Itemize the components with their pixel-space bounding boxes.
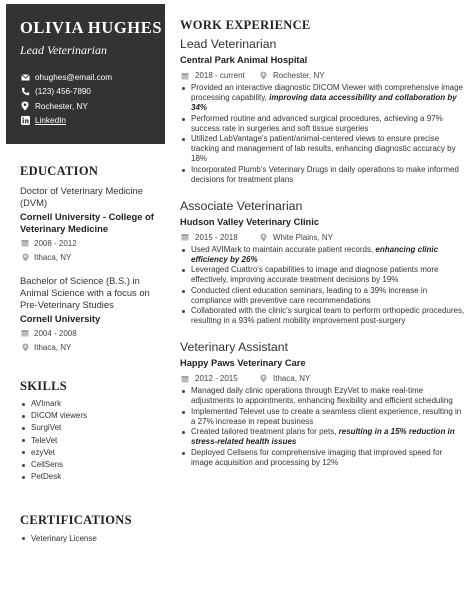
list-item — [20, 422, 165, 434]
bullet-text — [191, 407, 466, 427]
bullet-text — [191, 286, 466, 306]
experience-heading: WORK EXPERIENCE — [180, 18, 311, 32]
skill-label: CellSens — [31, 460, 64, 470]
job-location-text: White Plains, NY — [273, 232, 334, 242]
sidebar-body — [6, 164, 165, 543]
location-pin-icon — [258, 71, 268, 81]
education-entry — [20, 275, 165, 353]
certifications-list — [20, 534, 165, 543]
bullet-highlight: improving data accessibility and collaboration by 34% — [191, 93, 457, 112]
contact-list — [20, 70, 165, 128]
location-pin-icon — [20, 342, 30, 352]
skill-label: TeleVet — [31, 435, 58, 445]
location-text: Rochester, NY — [35, 101, 88, 111]
job-company: Happy Paws Veterinary Care — [180, 358, 306, 368]
bullet-dot — [182, 249, 185, 252]
header-block — [6, 4, 165, 144]
job-bullets — [180, 245, 466, 327]
bullet-dot — [22, 427, 25, 430]
list-item — [180, 306, 466, 326]
bullet-dot — [182, 452, 185, 455]
bullet-plain: Performed routine and advanced surgical procedures, achieving a 97% success rate in surgeries and soft tissue surgeries — [191, 113, 443, 133]
bullet-plain: Leveraged Cuattro's capabilities to image and diagnose patients more effectively, improving accurate treatment decisions by 19% — [191, 265, 439, 284]
bullet-dot — [22, 415, 25, 418]
bullet-text — [191, 448, 466, 468]
candidate-title: Lead Veterinarian — [20, 43, 107, 57]
bullet-dot — [22, 451, 25, 454]
education-degree: Doctor of Veterinary Medicine (DVM) — [20, 185, 143, 208]
education-degree: Bachelor of Science (B.S.) in Animal Science with a focus on Pre-Veterinary Studies — [20, 275, 150, 310]
job-location-text: Rochester, NY — [273, 71, 325, 80]
list-item — [20, 471, 165, 483]
bullet-text — [191, 306, 466, 326]
candidate-name: OLIVIA HUGHES — [20, 18, 163, 37]
skill-label: SurgiVet — [31, 423, 62, 433]
bullet-plain: Deployed Cellsens for comprehensive imaging that improved speed for image acquisition and processing by 12% — [191, 447, 443, 467]
job-bullets — [180, 83, 466, 185]
education-dates-text: 2004 - 2008 — [34, 328, 77, 338]
list-item — [180, 114, 466, 134]
list-item — [180, 286, 466, 306]
bullet-text — [191, 386, 466, 406]
bullet-text — [191, 83, 466, 113]
list-item — [20, 447, 165, 459]
skill-label: PetDesk — [31, 472, 62, 482]
bullet-dot — [22, 537, 25, 540]
list-item — [180, 83, 466, 113]
contact-email — [20, 70, 165, 84]
education-location — [20, 341, 165, 353]
contact-location — [20, 99, 165, 113]
location-pin-icon — [258, 232, 268, 242]
job-dates — [180, 374, 258, 384]
bullet-plain: Collaborated with the clinic's surgical team to perform orthopedic procedures, resulting in a 93% patient mobility improvement post-surgery — [191, 306, 465, 325]
list-item — [20, 398, 165, 410]
job-location — [258, 232, 333, 242]
job-title: Lead Veterinarian — [180, 37, 277, 51]
job-bullets — [180, 386, 466, 468]
education-location-text: Ithaca, NY — [34, 342, 72, 352]
job-entry — [180, 199, 466, 327]
bullet-plain: Incorporated Plumb's Veterinary Drugs in daily operations to make informed decisions for treatment plans — [191, 164, 459, 184]
list-item — [180, 386, 466, 406]
calendar-icon — [20, 238, 30, 248]
list-item — [180, 427, 466, 447]
bullet-highlight: resulting in a 15% reduction in stress-related health issues — [191, 427, 455, 446]
certification-label: Veterinary License — [31, 534, 97, 544]
list-item — [20, 410, 165, 422]
job-location — [258, 374, 310, 384]
skills-list — [20, 398, 165, 483]
job-company: Hudson Valley Veterinary Clinic — [180, 216, 319, 227]
bullet-dot — [182, 138, 185, 141]
education-school: Cornell University - College of Veterinary Medicine — [20, 211, 154, 234]
phone-text: (123) 456-7890 — [35, 87, 91, 96]
calendar-icon — [180, 374, 190, 384]
location-pin-icon — [258, 374, 268, 384]
education-dates — [20, 237, 165, 249]
bullet-dot — [182, 118, 185, 121]
job-dates — [180, 71, 258, 81]
job-dates-text: 2012 - 2015 — [195, 374, 238, 383]
bullet-dot — [182, 87, 185, 90]
education-location — [20, 251, 165, 263]
education-dates-text: 2008 - 2012 — [34, 238, 77, 248]
bullet-dot — [182, 269, 185, 272]
envelope-icon — [20, 72, 30, 82]
list-item — [20, 459, 165, 471]
certifications-heading: CERTIFICATIONS — [20, 513, 132, 528]
bullet-text — [191, 265, 466, 285]
job-dates-text: 2018 - current — [195, 71, 245, 80]
education-dates — [20, 327, 165, 339]
contact-linkedin — [20, 114, 165, 128]
bullet-dot — [22, 476, 25, 479]
location-pin-icon — [20, 252, 30, 262]
bullet-dot — [182, 290, 185, 293]
job-location — [258, 71, 325, 81]
calendar-icon — [180, 232, 190, 242]
bullet-dot — [182, 411, 185, 414]
calendar-icon — [20, 328, 30, 338]
bullet-dot — [22, 439, 25, 442]
bullet-text — [191, 245, 466, 265]
right-column — [180, 18, 466, 468]
job-entry — [180, 37, 466, 185]
job-meta — [180, 373, 466, 384]
location-pin-icon — [20, 101, 30, 111]
bullet-dot — [182, 310, 185, 313]
job-meta — [180, 70, 466, 81]
calendar-icon — [180, 71, 190, 81]
bullet-text — [191, 114, 466, 134]
list-item — [180, 448, 466, 468]
bullet-plain: Conducted client education seminars, leading to a 39% increase in compliance with preventive care recommendations — [191, 285, 428, 305]
bullet-dot — [182, 431, 185, 434]
list-item — [180, 134, 466, 164]
job-company: Central Park Animal Hospital — [180, 55, 308, 65]
phone-icon — [20, 87, 30, 97]
bullet-dot — [22, 464, 25, 467]
education-school: Cornell University — [20, 313, 101, 324]
list-item — [20, 435, 165, 447]
contact-phone — [20, 85, 165, 99]
left-column — [6, 4, 165, 607]
bullet-plain: Created tailored treatment plans for pets, — [191, 427, 339, 436]
education-entry — [20, 185, 165, 263]
list-item — [20, 534, 165, 543]
job-dates-text: 2015 - 2018 — [195, 232, 238, 242]
linkedin-link[interactable]: LinkedIn — [35, 116, 66, 125]
skill-label: AVImark — [31, 399, 62, 408]
bullet-plain: Utilized LabVantage's patient/animal-centered views to ensure precise tracking and management of lab results, enhancing diagnostic accuracy by 18% — [191, 134, 456, 163]
skill-label: ezyVet — [31, 447, 56, 457]
job-title: Associate Veterinarian — [180, 198, 303, 213]
list-item — [180, 165, 466, 185]
job-entry — [180, 340, 466, 468]
bullet-text — [191, 134, 466, 164]
job-dates — [180, 232, 258, 242]
bullet-dot — [182, 169, 185, 172]
education-heading: EDUCATION — [20, 164, 99, 178]
bullet-highlight: enhancing clinic efficiency by 26% — [191, 244, 439, 264]
bullet-dot — [182, 390, 185, 393]
job-meta — [180, 232, 466, 243]
list-item — [180, 407, 466, 427]
linkedin-icon — [20, 116, 30, 126]
bullet-plain: Managed daily clinic operations through EzyVet to make real-time adjustments to appointments, enhancing flexibility and efficient scheduling — [191, 386, 453, 405]
job-title: Veterinary Assistant — [180, 340, 288, 354]
job-location-text: Ithaca, NY — [273, 374, 311, 383]
list-item — [180, 265, 466, 285]
bullet-text — [191, 165, 466, 185]
skills-heading: SKILLS — [20, 379, 67, 393]
list-item — [180, 245, 466, 265]
bullet-text — [191, 427, 466, 447]
bullet-plain: Provided an interactive diagnostic DICOM Viewer with comprehensive image processing capability, — [191, 83, 463, 102]
education-location-text: Ithaca, NY — [34, 252, 72, 262]
bullet-plain: Used AVIMark to maintain accurate patient records, — [191, 244, 376, 254]
bullet-dot — [22, 403, 25, 406]
skill-label: DICOM viewers — [31, 411, 88, 421]
email-text: ohughes@email.com — [35, 72, 113, 82]
bullet-plain: Implemented Televet use to create a seamless client experience, resulting in a 27% increase in repeat business — [191, 406, 462, 426]
